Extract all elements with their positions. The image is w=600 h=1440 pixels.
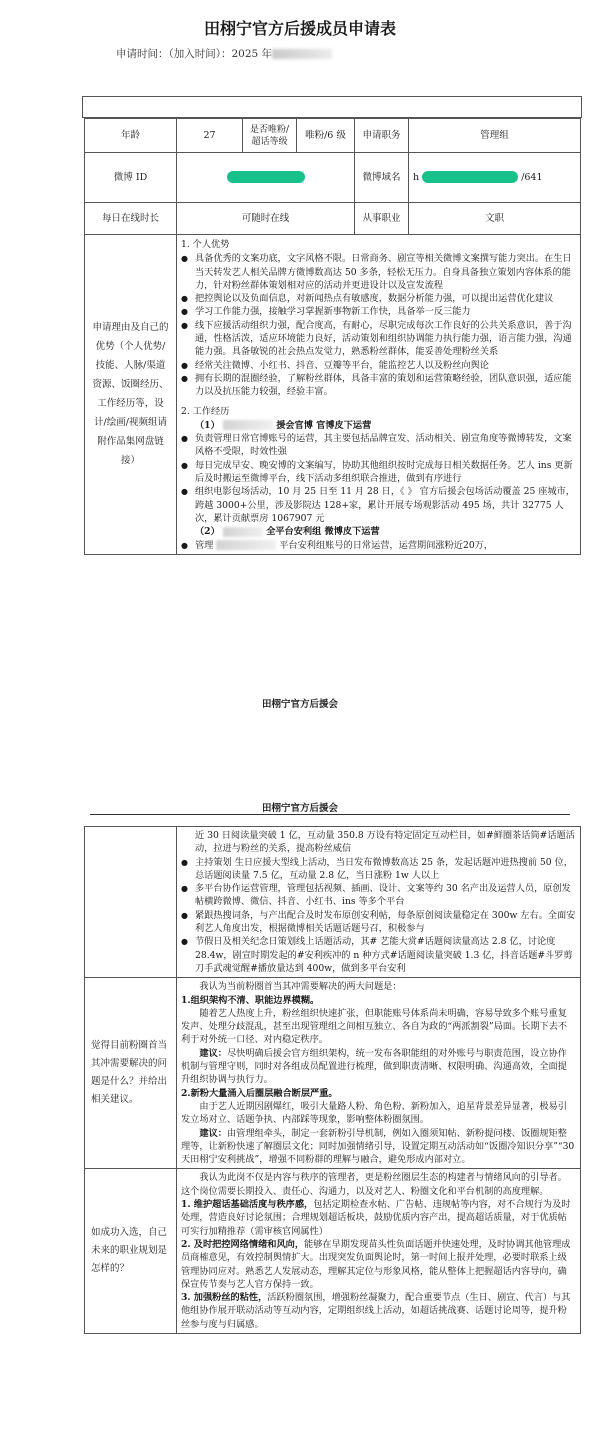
list-item: ● 负责管理日常官博账号的运营，其主要包括品牌宣发、活动相关、剧宣角度等微博转发，文案风格不受限，时效性强 xyxy=(181,432,576,459)
reason-label: 申请理由及自己的优势（个人优势/技能、人脉/渠道资源、饭圈经历、工作经历等，设计/绘画/视频组请附作品集网盘链接） xyxy=(85,235,177,555)
continued-list xyxy=(181,856,576,976)
list-item: ● 拥有长期的混圈经验，了解粉丝群体，具备丰富的策划和运营策略经验，团队意识强，适应能力以及抗压能力较强，经验丰富。 xyxy=(181,372,576,399)
section-advantages-heading: 1. 个人优势 xyxy=(181,239,230,250)
plan-label: 如成功入选，自己未来的职业规划是怎样的？ xyxy=(85,1169,177,1334)
job2-title: 全平台安利组 微博皮下运营 xyxy=(266,526,380,538)
suggestion-label: 建议： xyxy=(199,1047,227,1059)
row-reason xyxy=(85,235,581,555)
position-label: 申请职务 xyxy=(355,119,409,153)
fan-level-value: 唯粉/6 级 xyxy=(297,119,355,153)
continued-first-line: 近 30 日阅读量突破 1 亿，互动量 350.8 万设有特定固定互动栏目，如#鲜圈茶话筒#话题活动，拉进与粉丝的关系，提高粉丝威信 xyxy=(195,830,575,855)
list-item: ● 紧跟热搜词条，与产出配合及时发布原创安利帖，每条原创阅读量稳定在 300w 左右。全面安利艺人角度出发，根据微博相关话题话题号召，积极参与 xyxy=(181,909,576,936)
page1-footer: 田栩宁官方后援会 xyxy=(261,699,338,710)
list-item: ● 线下应援活动组织力强，配合度高，有耐心，尽职完成每次工作良好的公共关系意识，善于沟通，性格活泼，适应环境能力良好，活动策划和组织协调能力执行能力强，语言能力强，沟通能力强。具备敏锐的社会热点发觉力，熟悉粉丝群体，能妥善处理粉丝关系 xyxy=(181,319,576,359)
redacted-account xyxy=(223,420,273,430)
page2-header: 田栩宁官方后援会 xyxy=(261,803,338,814)
row-online xyxy=(85,203,581,235)
list-item: ● 组织电影包场活动，10 月 25 日至 11 月 28 日，《 》 官方后援会包场活动覆盖 25 座城市，跨越 3000+公里，涉及影院达 128+家，累计开展专场观影活动 495 场，共计 32775 人次，累计贡献票房 1067907 元 xyxy=(181,485,576,525)
position-value: 管理组 xyxy=(409,119,581,153)
plan-item-3 xyxy=(181,1291,576,1331)
plan-item-title: 1. 维护超话基础活度与秩序感， xyxy=(181,1199,314,1211)
list-item: ● 具备优秀的文案功底，文字风格不限。日常商务、剧宣等相关微博文案撰写能力突出。在生日当天转发艺人相关品牌方微博数高达 50 多条，轻松无压力。自身具备独立策划内容体系的能力，针对粉丝群体策划相对应的活动并更进设计以及宣发流程 xyxy=(181,252,576,292)
problem1-text: 随着艺人热度上升，粉丝组织快速扩张，但职能账号体系尚未明确，容易导致多个账号重复发声、处理分歧混乱，甚至出现管理组之间相互独立、各自为政的“两派割裂”局面。长期下去不利于对外统一口径、对内稳定秩序。 xyxy=(181,1007,568,1046)
fan-level-label: 是否唯粉/超话等级 xyxy=(243,119,297,153)
domain-suffix: /641 xyxy=(521,171,543,183)
job2-text-a: 管理 xyxy=(195,539,214,551)
list-item: ● 节假日及相关纪念日策划线上话题活动，其# 艺能大赏#话题阅读量高达 2.8 亿，讨论度 28.4w，剧宣时期发起的#安利疾冲的 n 种方式#话题阅读量突破 1.3 亿，抖音话题#斗罗剪刀手武魂觉醒#播放量达到 400w，做到多平台安利 xyxy=(181,935,576,975)
list-item: ● 学习工作能力强，接触学习掌握新事物新工作快，具备举一反三能力 xyxy=(181,305,576,318)
job-value: 文职 xyxy=(409,203,581,235)
apply-time xyxy=(116,46,332,61)
row-problems xyxy=(85,978,581,1169)
suggestion-text: 尽快明确后援会官方组织架构，统一发布各职能组的对外账号与职责范围，设立协作机制与管理守则，同时对各组成员配置进行梳理，做到职责清晰、权限明确、沟通高效，全面提升组织协调与执行力。 xyxy=(181,1047,567,1086)
plan-item-title: 2. 及时把控网络情绪和风向， xyxy=(181,1238,305,1250)
row-age xyxy=(85,119,581,153)
domain-prefix: h xyxy=(413,171,420,183)
page2-header-divider xyxy=(90,814,570,815)
list-item xyxy=(181,539,576,552)
weibo-domain-label: 微博域名 xyxy=(355,153,409,203)
application-table-page2 xyxy=(84,826,581,1334)
redacted-account xyxy=(223,527,263,537)
list-item: ● 多平台协作运营管理，管理包括视频、插画、设计、文案等约 30 名产出及运营人员，原创发帖横跨微博、微信、抖音、小红书、ins 等多个平台 xyxy=(181,882,576,909)
problems-label: 觉得目前粉圈首当其冲需要解决的问题是什么？并给出相关建议。 xyxy=(85,978,177,1169)
row-weibo xyxy=(85,153,581,203)
job1-title: 援会官博 官博皮下运营 xyxy=(276,419,372,431)
list-item: ● 每日完成早安、晚安博的文案编写，协助其他组织按时完成每日相关数据任务。艺人 ins 更新后及时搬运至微博平台，线下活动多组织联合推进，做到有序进行 xyxy=(181,459,576,486)
job1-list xyxy=(181,432,576,525)
application-table-page1 xyxy=(84,118,581,555)
reason-content xyxy=(177,235,581,555)
form-title: 田栩宁官方后援成员申请表 xyxy=(203,19,396,38)
problem2-suggestion xyxy=(181,1127,576,1167)
redacted-weibo-id xyxy=(227,171,305,183)
job-label: 从事职业 xyxy=(355,203,409,235)
row-plan xyxy=(85,1169,581,1334)
list-item: ● 把控舆论以及负面信息，对新闻热点有敏感度，数据分析能力强，可以提出运营优化建议 xyxy=(181,292,576,305)
plan-item-2 xyxy=(181,1238,576,1291)
problems-intro: 我认为当前粉圈首当其冲需要解决的两大问题是： xyxy=(199,981,402,993)
problems-content xyxy=(177,978,581,1169)
weibo-id-value xyxy=(177,153,355,203)
problem1-title: 1.组织架构不清、职能边界模糊。 xyxy=(181,994,320,1006)
job2-heading xyxy=(181,525,576,538)
job1-number: （1） xyxy=(195,419,220,431)
continued-work-content xyxy=(177,827,581,978)
job2-number: （2） xyxy=(195,526,220,538)
plan-content xyxy=(177,1169,581,1334)
plan-item-text: 活跃粉圈氛围，增强粉丝凝聚力，配合重要节点（生日、剧宣、代言）与其他组协作展开联动活动等互动内容，定期组织线上活动，如超话挑战赛、话题讨论周等，提升粉丝参与度与归属感。 xyxy=(181,1292,571,1330)
suggestion-text: 由管理组牵头，制定一套新粉引导机制，例如入圈须知帖、新粉提问楼、饭圈规矩整理等，让新粉快速了解圈层文化；同时加强情绪引导，设置定期互动活动如“饭圈冷知识分享”“30 天田栩宁安利挑战”，增强不同粉群的理解与融合，避免形成内部对立。 xyxy=(181,1127,575,1166)
age-label: 年龄 xyxy=(85,119,177,153)
plan-item-1 xyxy=(181,1198,576,1238)
redacted-date xyxy=(272,49,332,59)
weibo-id-label: 微博 ID xyxy=(85,153,177,203)
plan-item-text: 包括定期检查水帖、广告帖、违规帖等内容，对不合规行为及时处理，营造良好讨论氛围；合理规划超话板块，鼓励优质内容产出，提高超话质量，对于优质帖可实行加精推荐（需审核官网属性） xyxy=(181,1199,571,1237)
plan-item-text: 能够在早期发现苗头性负面话题并快速处理，及时协调其他管理成员商榷意见，有效控制舆情扩大。出现突发负面舆论时，第一时间上报并处理，必要时联系上级管理协同应对。熟悉艺人发展动态，理解其定位与形象风格，能从整体上把握超话内容导向，确保宣传节奏与艺人官方保持一致。 xyxy=(181,1238,571,1290)
online-label: 每日在线时长 xyxy=(85,203,177,235)
apply-time-text: 申请时间：（加入时间）：2025 年 xyxy=(116,48,273,60)
list-item: ● 经常关注微博、小红书、抖音、豆瓣等平台，能监控艺人以及粉丝向舆论 xyxy=(181,359,576,372)
redacted-account xyxy=(216,540,276,550)
blank-header-row xyxy=(82,96,582,118)
advantages-list xyxy=(181,252,576,398)
problem1-suggestion xyxy=(181,1047,576,1087)
list-item: ● 主持策划 生日应援大型线上活动，当日发布微博数高达 25 条，发起话题冲进热搜前 50 位，总话题阅读量 7.5 亿，互动量 2.8 亿，当日涨粉 1w 人以上 xyxy=(181,856,576,883)
redacted-domain xyxy=(422,171,518,183)
suggestion-label: 建议： xyxy=(199,1127,227,1139)
job1-heading xyxy=(181,419,576,432)
job2-list xyxy=(181,539,576,552)
plan-intro: 我认为此岗不仅是内容与秩序的管理者，更是粉丝圈层生态的构建者与情绪风向的引导者。这个岗位需要长期投入、责任心、沟通力，以及对艺人、粉圈文化和平台机制的高度理解。 xyxy=(181,1172,567,1197)
plan-item-title: 3. 加强粉丝的粘性， xyxy=(181,1292,268,1304)
row-continued-work xyxy=(85,827,581,978)
problem2-text: 由于艺人近期因剧爆红，吸引大量路人粉、角色粉、新粉加入，追星背景差异显著，极易引发立场对立、话题争执、内部踩等现象，影响整体粉圈氛围。 xyxy=(181,1100,567,1126)
problem2-title: 2.新粉大量涌入后圈层融合断层严重。 xyxy=(181,1087,338,1099)
weibo-domain-value xyxy=(409,153,581,203)
job2-text-b: 平台安利组账号的日常运营，运营期间涨粉近20万， xyxy=(279,539,494,551)
online-value: 可随时在线 xyxy=(177,203,355,235)
age-value: 27 xyxy=(177,119,243,153)
continued-label-cell xyxy=(85,827,177,978)
section-work-heading: 2. 工作经历 xyxy=(181,405,230,417)
